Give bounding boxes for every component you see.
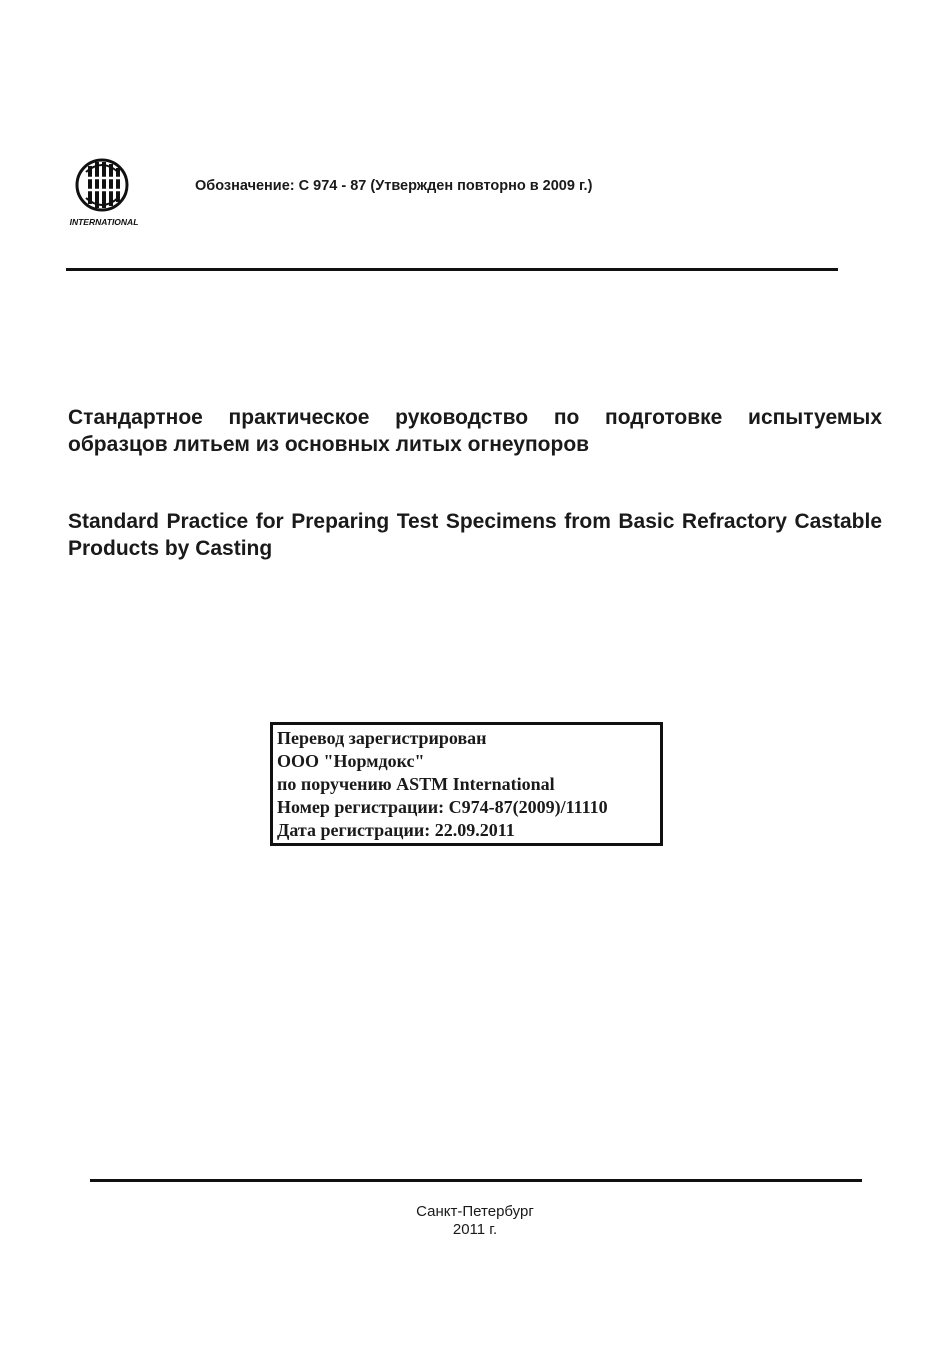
astm-international-logo [66,158,144,228]
footer-city: Санкт-Петербург [416,1203,534,1220]
title-russian: Стандартное практическое руководство по подготовке испытуемых образцов литьем из основных литых огнеупоров [68,406,882,456]
astm-logo-icon [66,158,144,228]
registration-line-number: Номер регистрации: С974-87(2009)/11110 [277,797,608,817]
logo-caption: INTERNATIONAL [69,217,139,227]
registration-line-date: Дата регистрации: 22.09.2011 [277,820,515,840]
registration-line-authority: по поручению ASTM International [277,774,555,794]
registration-stamp [270,722,663,846]
footer-year: 2011 г. [452,1221,498,1238]
footer-divider [90,1179,862,1182]
registration-line-company: ООО "Нормдокс" [277,751,425,771]
title-english: Standard Practice for Preparing Test Specimens from Basic Refractory Castable Products by Casting [68,510,882,560]
header-divider [66,268,838,271]
document-designation: Обозначение: С 974 - 87 (Утвержден повторно в 2009 г.) [195,178,593,194]
registration-line-translation: Перевод зарегистрирован [277,728,487,748]
